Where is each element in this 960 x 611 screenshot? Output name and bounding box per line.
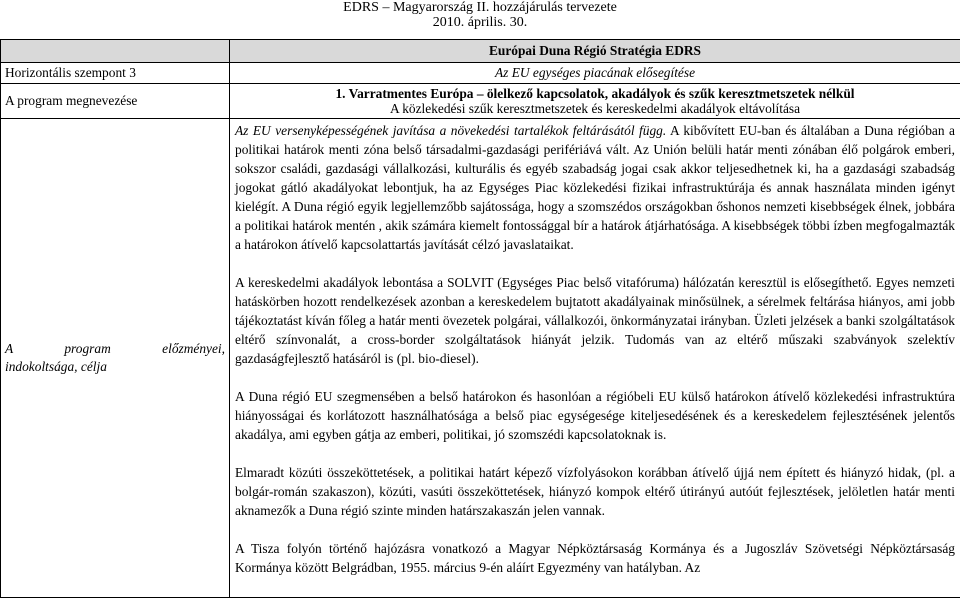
- program-name-title: 1. Varratmentes Európa – ölelkező kapcsolatok, akadályok és szűk keresztmetszetek nélkül: [335, 86, 855, 101]
- background-row: [1, 119, 960, 598]
- table-title: Európai Duna Régió Stratégia EDRS: [230, 40, 960, 63]
- title-row: [1, 40, 960, 63]
- background-label-line2: indokoltsága, célja: [5, 359, 107, 374]
- paragraph-5: A Tisza folyón történő hajózásra vonatkozó a Magyar Népköztársaság Kormánya és a Jugoszláv Szövetségi Népköztársaság Kormánya között Belgrádban, 1955. március 9-én aláírt Egyezmény van hatályban. Az: [235, 541, 955, 575]
- title-left-cell: [1, 40, 230, 63]
- background-label: [1, 119, 230, 598]
- paragraph-gap: [235, 444, 955, 463]
- horizontal-label: Horizontális szempont 3: [1, 63, 230, 84]
- paragraph-4: Elmaradt közúti összeköttetések, a politikai határt képező vízfolyásokon korábban átívelő újjá nem épített és hiányzó hidak, (pl. a bolgár-román szakaszon), közúti, vasúti összeköttetések, hiányzó kompok eltérő útirányú autóút fejlesztések, jelöletlen határ menti aknamezők a Duna régió szinte minden határszakaszán jelen vannak.: [235, 465, 955, 518]
- horizontal-value: Az EU egységes piacának elősegítése: [230, 63, 960, 84]
- program-name-cell: [230, 84, 960, 119]
- program-table: [0, 39, 960, 598]
- header-date: 2010. április. 30.: [432, 15, 528, 30]
- paragraph-1-lead: Az EU versenyképességének javítása a növekedési tartalékok feltárásától függ.: [235, 123, 667, 138]
- background-label-line1: A program előzményei,: [5, 341, 225, 356]
- horizontal-row: [1, 63, 960, 84]
- document-header: [0, 0, 960, 30]
- paragraph-1-text: A kibővített EU-ban és általában a Duna régióban a politikai határok menti zóna belső társadalmi-gazdasági perifériává vált. Az Unión belüli határ menti zónában élő polgárok emberi, sokszor családi, gazdasági vállalkozási, kulturális és egyéb szabadság jogai csak akkor teljesedhetnek ki, ha a gazdasági szabadság jogokat gátló akadályokat lebontjuk, ha az Egységes Piac közlekedési fizikai infrastruktúrája és annak használata minden igényt kielégít. A Duna régió egyik legjellemzőbb sajátossága, hogy a szomszédos országokban őshonos nemzeti kisebbségek élnek, jobbára a politikai határok mentén , akik számára kiemelt fontossággal bír a határok átjárhatósága. A kisebbségek többi ízben megfogalmazták a határokon átívelő kapcsolattartás javítását célzó javaslataikat.: [235, 123, 955, 252]
- paragraph-gap: [235, 254, 955, 273]
- background-text: [230, 119, 960, 598]
- paragraph-3: A Duna régió EU szegmensében a belső határokon és hasonlóan a régióbeli EU külső határokon átívelő közlekedési infrastruktúra hiányosságai és korlátozott használhatósága a belső piac egységesége kiteljesedésének és a kereskedelem fejlesztésének jelentős akadálya, ami egyben gátja az emberi, politikai, jó szomszédi kapcsolatoknak is.: [235, 389, 955, 442]
- program-name-subtitle: A közlekedési szűk keresztmetszetek és kereskedelmi akadályok eltávolítása: [389, 101, 801, 116]
- program-name-label: A program megnevezése: [1, 84, 230, 119]
- paragraph-gap: [235, 520, 955, 539]
- program-name-row: [1, 84, 960, 119]
- paragraph-1: [235, 121, 955, 254]
- header-title: EDRS – Magyarország II. hozzájárulás tervezete: [343, 0, 617, 15]
- paragraph-gap: [235, 368, 955, 387]
- paragraph-2: A kereskedelmi akadályok lebontása a SOLVIT (Egységes Piac belső vitafóruma) hálózatán keresztül is elősegíthető. Egyes nemzeti hatáskörben hozott rendelkezések azonban a kereskedelem bujtatott akadályainak minősülnek, a sérelmek feltárása hiányos, ami jobb tájékoztatást kíván főleg a határ menti övezetek polgárai, vállalkozói, önkormányzatai irányban. Üzleti jelzések a banki szolgáltatások eltérő színvonalát, a cross-border szolgáltatások hiányát jelzik. Tudomás van az eltérő műszaki szabványok szelektív gazdaságfejlesztő hatásáról is (pl. bio-diesel).: [235, 275, 955, 366]
